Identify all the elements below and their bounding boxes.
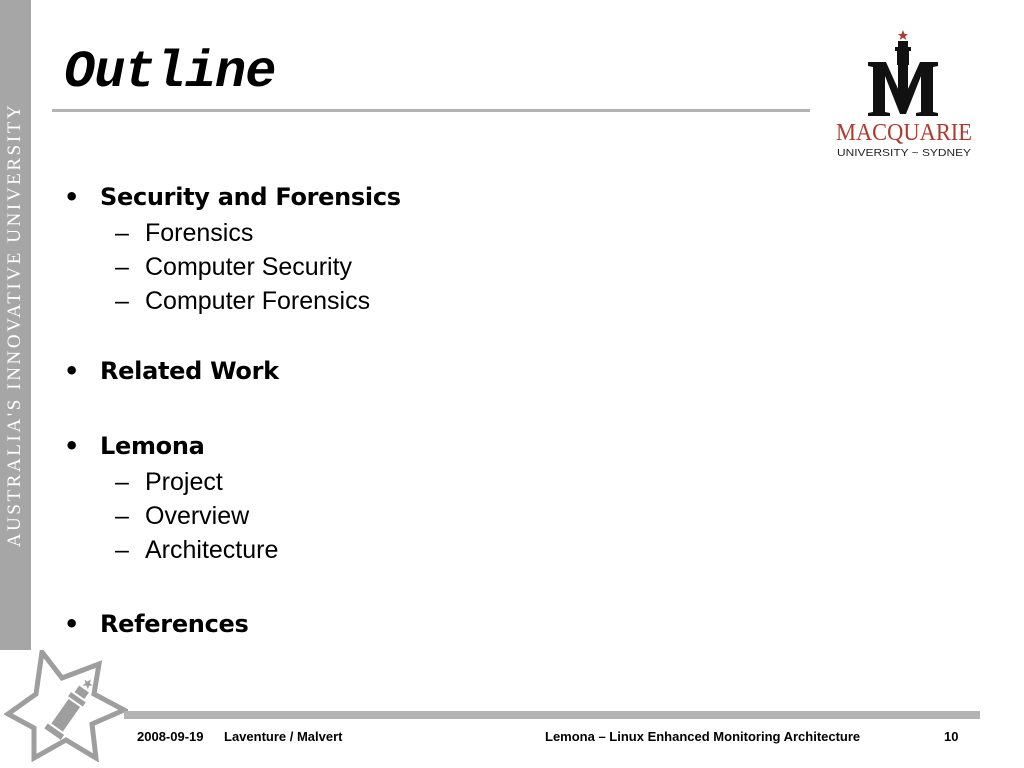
bullet-label: Lemona bbox=[100, 432, 205, 460]
footer-authors: Laventure / Malvert bbox=[224, 729, 343, 744]
bullet-marker: • bbox=[64, 610, 80, 638]
bullet-marker: • bbox=[64, 432, 80, 460]
bullet-marker: • bbox=[64, 183, 80, 211]
sub-item-label: Computer Forensics bbox=[145, 287, 371, 315]
bullet-marker: • bbox=[64, 357, 80, 385]
logo-subtitle: UNIVERSITY ~ SYDNEY bbox=[837, 148, 972, 159]
title-divider bbox=[52, 109, 810, 112]
bullet-label: Security and Forensics bbox=[100, 183, 401, 211]
footer-divider bbox=[124, 711, 980, 719]
footer-date: 2008-09-19 bbox=[137, 729, 204, 744]
sub-item-label: Project bbox=[145, 468, 223, 496]
side-banner bbox=[0, 0, 31, 650]
page-number: 10 bbox=[944, 729, 959, 744]
star-lighthouse-icon bbox=[4, 650, 128, 762]
bullet-label: Related Work bbox=[100, 357, 279, 385]
dash-marker: – bbox=[115, 468, 129, 496]
lighthouse-emblem-icon bbox=[868, 30, 938, 116]
bullet-label: References bbox=[100, 610, 249, 638]
slide-title: Outline bbox=[64, 43, 276, 102]
sub-item-label: Overview bbox=[145, 502, 250, 530]
dash-marker: – bbox=[115, 219, 129, 247]
logo-wordmark: MACQUARIE bbox=[836, 120, 972, 146]
dash-marker: – bbox=[115, 502, 129, 530]
macquarie-logo bbox=[834, 28, 974, 160]
dash-marker: – bbox=[115, 287, 129, 315]
sub-item-label: Architecture bbox=[145, 536, 279, 564]
sub-item-label: Forensics bbox=[145, 219, 254, 247]
dash-marker: – bbox=[115, 536, 129, 564]
sub-item-label: Computer Security bbox=[145, 253, 353, 281]
dash-marker: – bbox=[115, 253, 129, 281]
footer-presentation-title: Lemona – Linux Enhanced Monitoring Architecture bbox=[545, 729, 861, 744]
side-banner-text: AUSTRALIA'S INNOVATIVE UNIVERSITY bbox=[4, 102, 25, 548]
